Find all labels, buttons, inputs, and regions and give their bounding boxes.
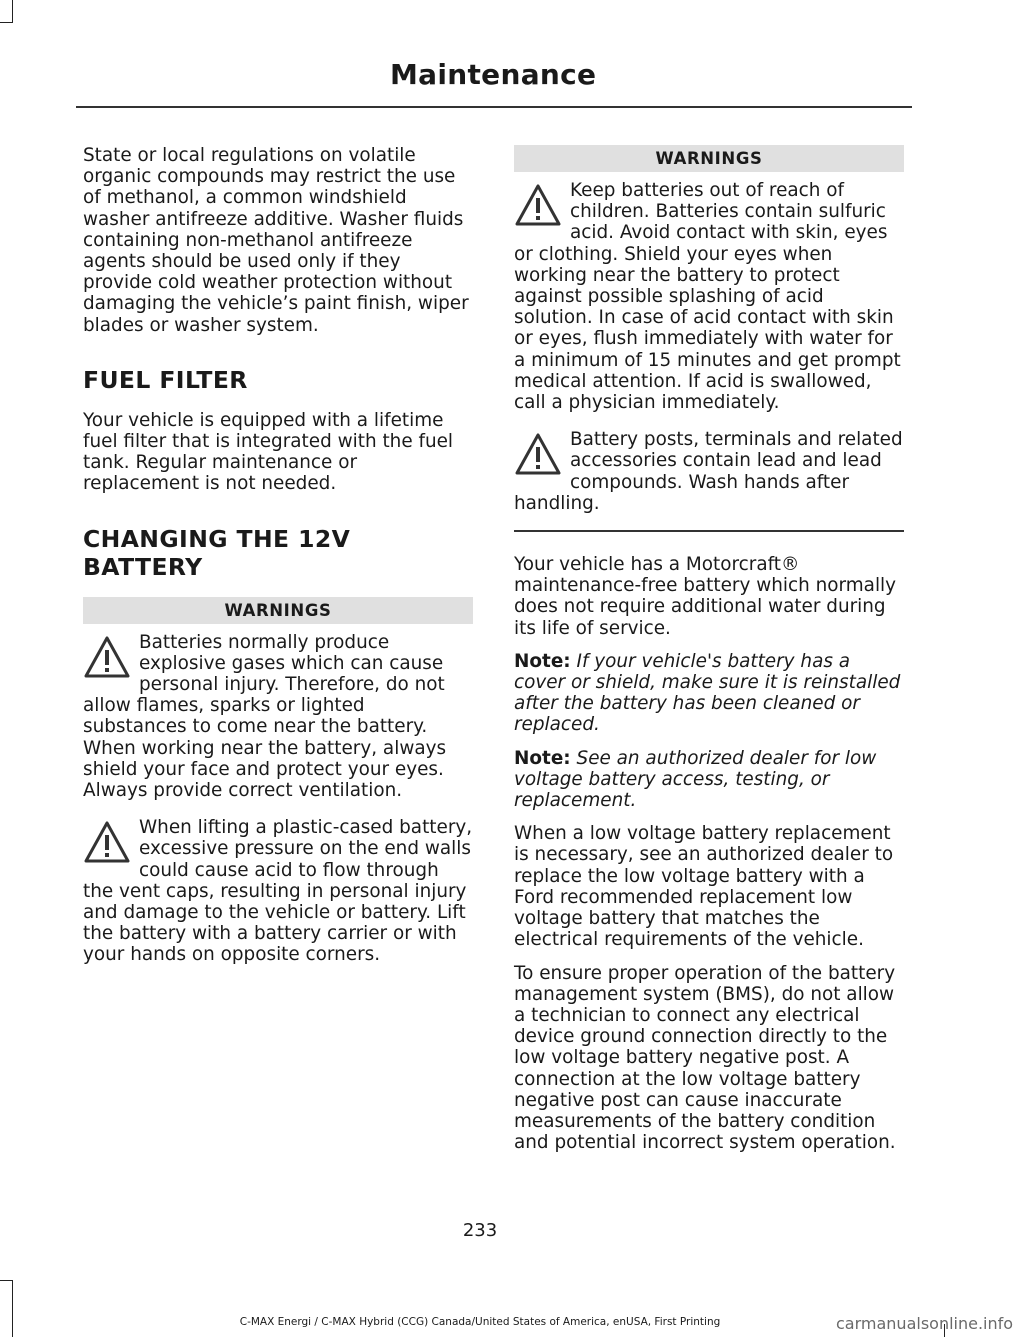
footer-text: C-MAX Energi / C-MAX Hybrid (CCG) Canada/United States of America, enUSA, First Printing — [239, 1316, 721, 1328]
warning-text: Batteries normally produce explosive gases which can cause personal injury. Therefore, do not allow flames, sparks or lighted substances to come near the battery. When working near the battery, always shield your face and protect your eyes. Always provide correct ventilation. — [83, 631, 447, 802]
crop-mark — [0, 1280, 13, 1281]
battery-paragraph: Your vehicle has a Motorcraft® maintenance-free battery which normally does not require additional water during its life of service. — [514, 554, 897, 639]
fuel-filter-paragraph: Your vehicle is equipped with a lifetime fuel filter that is integrated with the fuel tank. Regular maintenance or replacement is not needed. — [83, 409, 454, 495]
right-column — [514, 145, 904, 1165]
warning-triangle-icon — [514, 182, 562, 230]
note — [514, 651, 904, 736]
crop-mark — [12, 0, 13, 22]
warning-item — [83, 632, 473, 802]
note — [514, 748, 904, 812]
warning-item — [83, 817, 473, 965]
note-label: Note: — [514, 650, 571, 672]
warning-text: Battery posts, terminals and related accessories contain lead and lead compounds. Wash hands after handling. — [514, 429, 903, 514]
note-text: See an authorized dealer for low voltage battery access, testing, or replacement. — [514, 747, 877, 812]
warning-triangle-icon — [83, 819, 131, 867]
left-column — [83, 145, 473, 982]
warning-triangle-icon — [514, 431, 562, 479]
warning-triangle-icon — [83, 634, 131, 682]
note-text: If your vehicle's battery has a cover or shield, make sure it is reinstalled after the battery has been cleaned or replaced. — [514, 650, 901, 736]
note-label: Note: — [514, 747, 571, 769]
page-number: 233 — [462, 1220, 498, 1241]
warning-text: When lifting a plastic-cased battery, excessive pressure on the end walls could cause acid to flow through the vent caps, resulting in personal injury and damage to the vehicle or battery. Lift the battery with a battery carrier or with your hands on opposite corners. — [83, 817, 473, 966]
warning-text: Keep batteries out of reach of children. Batteries contain sulfuric acid. Avoid contact with skin, eyes or clothing. Shield your eyes when working near the battery to protect against possible splashing of acid solution. In case of acid contact with skin or eyes, flush immediately with water for a minimum of 15 minutes and get prompt medical attention. If acid is swallowed, call a physician immediately. — [514, 180, 901, 414]
warning-item — [514, 429, 904, 514]
crop-mark — [0, 22, 13, 23]
warnings-title: WARNINGS — [83, 597, 473, 624]
battery-paragraph: When a low voltage battery replacement is necessary, see an authorized dealer to replace the low voltage battery with a Ford recommended replacement low voltage battery that matches the electrical requirements of the vehicle. — [514, 823, 894, 951]
fuel-filter-heading: FUEL FILTER — [83, 365, 248, 394]
warnings-end-divider — [514, 530, 904, 532]
warnings-title: WARNINGS — [514, 145, 904, 172]
header-divider — [76, 106, 912, 108]
crop-mark — [12, 1280, 13, 1337]
watermark: carmanualsonline.info — [836, 1314, 1013, 1333]
battery-paragraph: To ensure proper operation of the battery management system (BMS), do not allow a technician to connect any electrical device ground connection directly to the low voltage battery negative post. A connection at the low voltage battery negative post can cause inaccurate measurements of the battery condition and potential incorrect system operation. — [514, 962, 896, 1154]
battery-heading: CHANGING THE 12V BATTERY — [83, 524, 351, 581]
washer-fluid-paragraph: State or local regulations on volatile organic compounds may restrict the use of methanol, a common windshield washer antifreeze additive. Washer fluids containing non-methanol antifreeze agents should be used only if they provide cold weather protection without damaging the vehicle’s paint finish, wiper blades or washer system. — [83, 145, 469, 336]
page-title: Maintenance — [390, 58, 597, 91]
warning-item — [514, 180, 904, 413]
